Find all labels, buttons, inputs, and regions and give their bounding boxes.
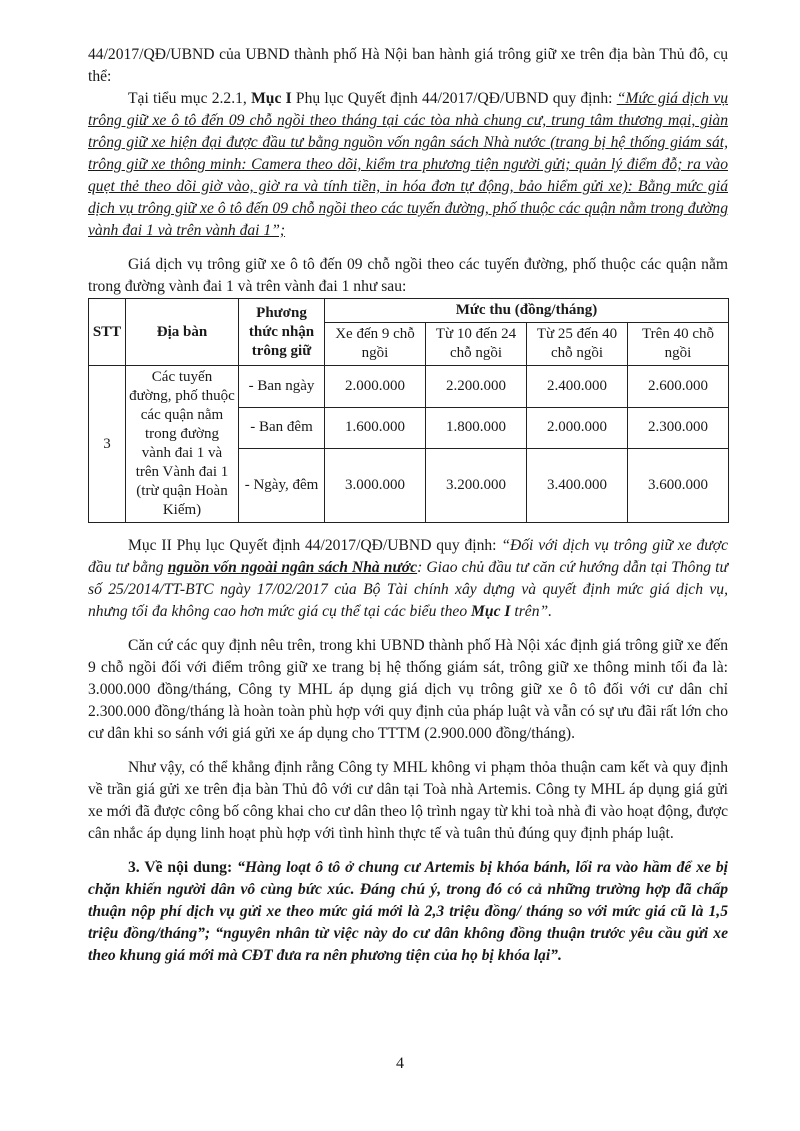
para3-quote-1: “Đối với dịch vụ trông giữ xe được đầu tư bằng	[88, 537, 728, 576]
document-page	[88, 44, 728, 967]
para1-lead: Tại tiểu mục 2.2.1,	[128, 90, 252, 107]
fee-table	[88, 298, 729, 523]
paragraph-conclusion-price: Căn cứ các quy định nêu trên, trong khi UBND thành phố Hà Nội xác định giá trông giữ xe đến 9 chỗ ngồi đối với điểm trông giữ xe trang bị hệ thống giám sát, trông giữ xe thông minh tối đa là: 3.000.000 đồng/tháng, Công ty MHL áp dụng giá dịch vụ trông giữ xe ô tô đối với cư dân chỉ 2.300.000 đồng/tháng là hoàn toàn phù hợp với quy định của pháp luật và vẫn có sự ưu đãi rất lớn cho cư dân khi so sánh với giá gửi xe áp dụng cho TTTM (2.900.000 đồng/tháng).	[88, 637, 728, 742]
table-row	[89, 366, 729, 408]
header-fee: Mức thu (đồng/tháng)	[325, 299, 729, 323]
para3-quote-bold: nguồn vốn ngoài ngân sách Nhà nước	[167, 559, 418, 576]
header-method: Phương thức nhận trông giữ	[239, 299, 325, 366]
cell-stt: 3	[89, 366, 126, 523]
cell-value: 1.600.000	[325, 407, 426, 449]
cell-value: 3.600.000	[628, 449, 729, 523]
para1-quote: “Mức giá dịch vụ trông giữ xe ô tô đến 09 chỗ ngồi theo tháng tại các tòa nhà chung cư, trung tâm thương mại, giàn trông giữ xe hiện đại được đầu tư bằng nguồn vốn ngân sách Nhà nước (trang bị hệ thống giám sát, trông giữ xe thông minh: Camera theo dõi, kiểm tra phương tiện người gửi; quản lý điểm đỗ; ra vào quẹt thẻ theo dõi giờ vào, giờ ra và tính tiền, in hóa đơn tự động, bảo hiểm gửi xe): Bằng mức giá dịch vụ trông giữ xe ô tô đến 09 chỗ ngồi theo các tuyến đường, phố thuộc các quận nằm trong đường vành đai 1 và trên vành đai 1”;	[88, 90, 728, 239]
paragraph-section-i	[88, 88, 728, 242]
paragraph-affirmation: Như vậy, có thể khẳng định rằng Công ty MHL không vi phạm thỏa thuận cam kết và quy định về trần giá gửi xe trên địa bàn Thủ đô với cư dân tại Toà nhà Artemis. Công ty MHL áp dụng giá gửi xe mới đã được công bố công khai cho cư dân theo lộ trình ngay từ khi toà nhà đi vào hoạt động, được cân nhắc áp dụng linh hoạt phù hợp với tình hình thực tế và tuân thủ đúng quy định pháp luật.	[88, 759, 728, 842]
para1-mid: Phụ lục Quyết định 44/2017/QĐ/UBND quy định:	[291, 90, 617, 107]
para1-bold: Mục I	[251, 90, 292, 107]
cell-value: 2.400.000	[527, 366, 628, 408]
para6-quote: “Hàng loạt ô tô ở chung cư Artemis bị khóa bánh, lối ra vào hầm để xe bị chặn khiến người dân vô cùng bức xúc. Đáng chú ý, trong đó có cả những trường hợp đã chấp thuận nộp phí dịch vụ gửi xe theo mức giá mới là 2,3 triệu đồng/ tháng so với mức giá cũ là 1,5 triệu đồng/tháng”; “nguyên nhân từ việc này do cư dân không đồng thuận trước yêu cầu gửi xe theo khung giá mới mà CĐT đưa ra nên phương tiện của họ bị khóa lại”.	[88, 859, 729, 964]
cell-value: 2.300.000	[628, 407, 729, 449]
header-stt: STT	[89, 299, 126, 366]
cell-area: Các tuyến đường, phố thuộc các quận nằm trong đường vành đai 1 và trên Vành đai 1 (trừ quận Hoàn Kiếm)	[126, 366, 239, 523]
header-area: Địa bàn	[126, 299, 239, 366]
para3-lead: Mục II Phụ lục Quyết định 44/2017/QĐ/UBND quy định:	[128, 537, 502, 554]
para3-quote-bold-2: Mục I	[471, 603, 511, 620]
cell-value: 2.200.000	[426, 366, 527, 408]
header-col-1: Xe đến 9 chỗ ngồi	[325, 323, 426, 366]
cell-value: 2.000.000	[325, 366, 426, 408]
header-col-3: Từ 25 đến 40 chỗ ngồi	[527, 323, 628, 366]
cell-value: 1.800.000	[426, 407, 527, 449]
paragraph-content-3	[88, 857, 728, 967]
cell-value: 3.000.000	[325, 449, 426, 523]
cell-value: 3.200.000	[426, 449, 527, 523]
header-col-2: Từ 10 đến 24 chỗ ngồi	[426, 323, 527, 366]
cell-method: - Ban đêm	[239, 407, 325, 449]
intro-line: 44/2017/QĐ/UBND của UBND thành phố Hà Nội ban hành giá trông giữ xe trên địa bàn Thủ đô, cụ thể:	[88, 46, 728, 85]
para3-quote-2: : Giao chủ đầu tư căn cứ hướng dẫn tại Thông tư số 25/2014/TT-BTC ngày 17/02/2017 của Bộ Tài chính xây dựng và quyết định mức giá dịch vụ, nhưng tối đa không cao hơn mức giá cụ thể tại các biểu theo	[88, 559, 728, 620]
para6-lead: 3. Về nội dung:	[128, 859, 238, 876]
paragraph-section-ii	[88, 535, 728, 623]
cell-value: 2.600.000	[628, 366, 729, 408]
para3-quote-3: trên”.	[510, 603, 553, 620]
cell-value: 3.400.000	[527, 449, 628, 523]
cell-method: - Ban ngày	[239, 366, 325, 408]
paragraph-price-intro: Giá dịch vụ trông giữ xe ô tô đến 09 chỗ ngồi theo các tuyến đường, phố thuộc các quận nằm trong đường vành đai 1 và trên vành đai 1 như sau:	[88, 256, 728, 295]
page-number: 4	[396, 1055, 404, 1072]
header-col-4: Trên 40 chỗ ngồi	[628, 323, 729, 366]
cell-method: - Ngày, đêm	[239, 449, 325, 523]
cell-value: 2.000.000	[527, 407, 628, 449]
